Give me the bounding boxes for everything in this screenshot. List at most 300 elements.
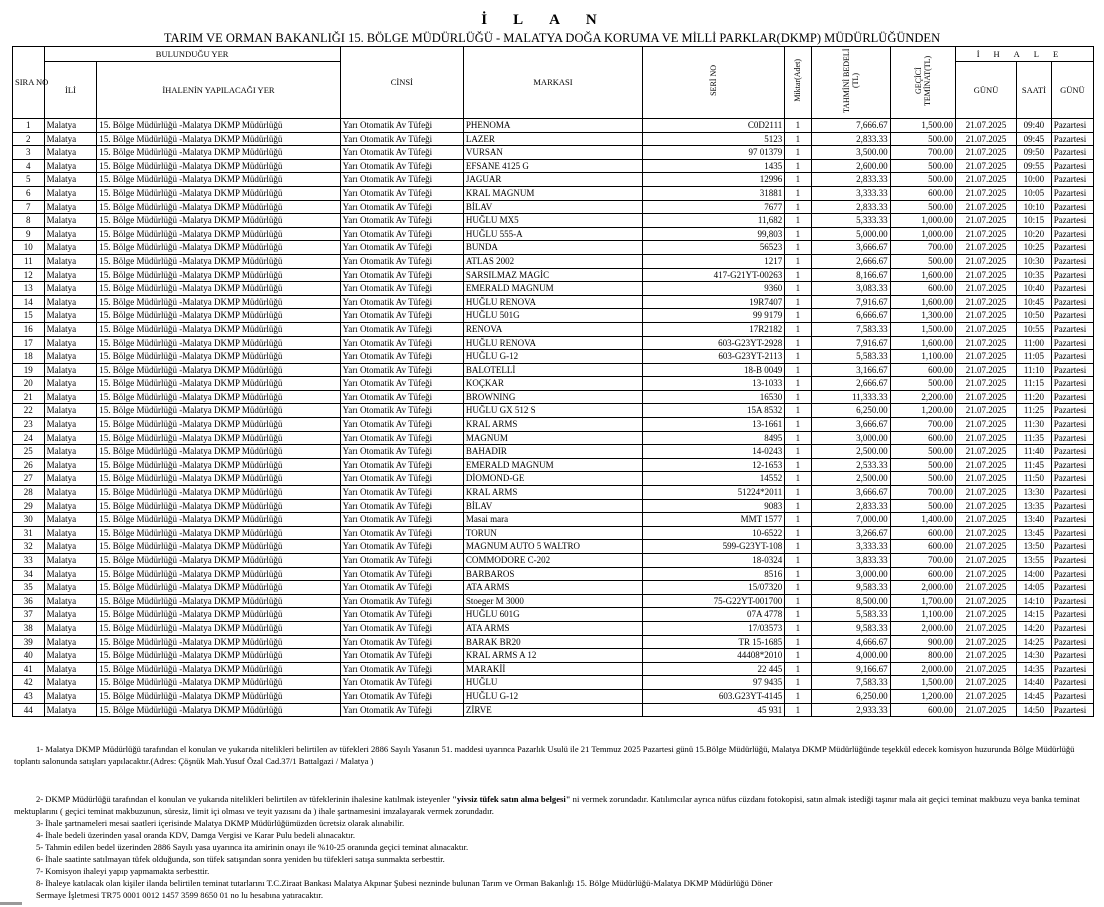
cell-tarih: 21.07.2025: [955, 173, 1016, 187]
cell-teminat: 600.00: [890, 363, 955, 377]
cell-yer: 15. Bölge Müdürlüğü -Malatya DKMP Müdürlüğü: [97, 676, 340, 690]
cell-saat: 09:45: [1017, 132, 1052, 146]
cell-seri: 603-G23YT-2928: [643, 336, 785, 350]
cell-gun: Pazartesi: [1051, 132, 1093, 146]
cell-bedel: 2,833.33: [811, 173, 890, 187]
cell-saat: 11:20: [1017, 390, 1052, 404]
cell-yer: 15. Bölge Müdürlüğü -Malatya DKMP Müdürlüğü: [97, 418, 340, 432]
cell-miktar: 1: [785, 445, 811, 459]
cell-gun: Pazartesi: [1051, 241, 1093, 255]
cell-marka: MAGNUM: [463, 431, 642, 445]
cell-gun: Pazartesi: [1051, 119, 1093, 133]
col-gecici-teminat-label: GEÇİCİ TEMİNAT(TL): [913, 55, 932, 106]
cell-marka: EMERALD MAGNUM: [463, 282, 642, 296]
cell-il: Malatya: [44, 445, 97, 459]
note-1: 1- Malatya DKMP Müdürlüğü tarafından el konulan ve yukarıda nitelikleri belirtilen av tüfekleri 2886 Sayılı Yasanın 51. maddesi uyarınca Pazarlık Usulü ile 21 Temmuz 2025 Pazartesi günü 15.Bölge Müdürlüğü, Malatya DKMP Müdürlüğünde teşekkül edecek komisyon huzurunda Bölge Müdürlüğü toplantı salonunda satışları yapılacaktır.(Adres: Çöşnük Mah.Yusuf Özal Cad.37/1 Battalgazi / Malatya ): [14, 744, 1075, 766]
cell-il: Malatya: [44, 499, 97, 513]
cell-seri: 22 445: [643, 662, 785, 676]
col-cinsi: CİNSİ: [340, 47, 463, 119]
cell-teminat: 1,100.00: [890, 350, 955, 364]
cell-cinsi: Yarı Otomatik Av Tüfeği: [340, 254, 463, 268]
table-row: [13, 554, 1094, 568]
cell-gun: Pazartesi: [1051, 472, 1093, 486]
cell-yer: 15. Bölge Müdürlüğü -Malatya DKMP Müdürlüğü: [97, 282, 340, 296]
cell-il: Malatya: [44, 227, 97, 241]
table-row: [13, 676, 1094, 690]
cell-il: Malatya: [44, 621, 97, 635]
cell-bedel: 8,166.67: [811, 268, 890, 282]
cell-teminat: 1,600.00: [890, 268, 955, 282]
col-gunu: GÜNÜ: [955, 62, 1016, 119]
cell-tarih: 21.07.2025: [955, 445, 1016, 459]
cell-saat: 14:40: [1017, 676, 1052, 690]
cell-yer: 15. Bölge Müdürlüğü -Malatya DKMP Müdürlüğü: [97, 581, 340, 595]
cell-miktar: 1: [785, 621, 811, 635]
cell-yer: 15. Bölge Müdürlüğü -Malatya DKMP Müdürlüğü: [97, 254, 340, 268]
cell-gun: Pazartesi: [1051, 186, 1093, 200]
cell-miktar: 1: [785, 377, 811, 391]
cell-gun: Pazartesi: [1051, 635, 1093, 649]
cell-gun: Pazartesi: [1051, 146, 1093, 160]
cell-miktar: 1: [785, 200, 811, 214]
cell-il: Malatya: [44, 119, 97, 133]
cell-tarih: 21.07.2025: [955, 404, 1016, 418]
cell-sira: 39: [13, 635, 45, 649]
cell-cinsi: Yarı Otomatik Av Tüfeği: [340, 540, 463, 554]
cell-tarih: 21.07.2025: [955, 486, 1016, 500]
cell-miktar: 1: [785, 567, 811, 581]
cell-seri: 13-1661: [643, 418, 785, 432]
cell-gun: Pazartesi: [1051, 336, 1093, 350]
cell-il: Malatya: [44, 390, 97, 404]
cell-il: Malatya: [44, 350, 97, 364]
cell-saat: 14:25: [1017, 635, 1052, 649]
cell-yer: 15. Bölge Müdürlüğü -Malatya DKMP Müdürlüğü: [97, 486, 340, 500]
table-row: [13, 499, 1094, 513]
cell-seri: 417-G21YT-00263: [643, 268, 785, 282]
cell-yer: 15. Bölge Müdürlüğü -Malatya DKMP Müdürlüğü: [97, 554, 340, 568]
cell-miktar: 1: [785, 241, 811, 255]
cell-cinsi: Yarı Otomatik Av Tüfeği: [340, 404, 463, 418]
cell-gun: Pazartesi: [1051, 662, 1093, 676]
cell-il: Malatya: [44, 567, 97, 581]
cell-gun: Pazartesi: [1051, 159, 1093, 173]
cell-tarih: 21.07.2025: [955, 594, 1016, 608]
cell-yer: 15. Bölge Müdürlüğü -Malatya DKMP Müdürlüğü: [97, 431, 340, 445]
cell-il: Malatya: [44, 404, 97, 418]
cell-sira: 21: [13, 390, 45, 404]
table-row: [13, 608, 1094, 622]
cell-seri: 17R2182: [643, 322, 785, 336]
cell-bedel: 3,166.67: [811, 363, 890, 377]
cell-miktar: 1: [785, 513, 811, 527]
cell-tarih: 21.07.2025: [955, 350, 1016, 364]
cell-yer: 15. Bölge Müdürlüğü -Malatya DKMP Müdürlüğü: [97, 227, 340, 241]
cell-miktar: 1: [785, 350, 811, 364]
cell-teminat: 1,600.00: [890, 336, 955, 350]
cell-miktar: 1: [785, 404, 811, 418]
cell-cinsi: Yarı Otomatik Av Tüfeği: [340, 350, 463, 364]
cell-gun: Pazartesi: [1051, 486, 1093, 500]
cell-cinsi: Yarı Otomatik Av Tüfeği: [340, 418, 463, 432]
cell-bedel: 3,000.00: [811, 567, 890, 581]
cell-il: Malatya: [44, 146, 97, 160]
table-row: [13, 159, 1094, 173]
table-row: [13, 404, 1094, 418]
cell-tarih: 21.07.2025: [955, 336, 1016, 350]
cell-tarih: 21.07.2025: [955, 649, 1016, 663]
cell-cinsi: Yarı Otomatik Av Tüfeği: [340, 336, 463, 350]
cell-seri: 599-G23YT-108: [643, 540, 785, 554]
cell-bedel: 3,333.33: [811, 540, 890, 554]
cell-tarih: 21.07.2025: [955, 322, 1016, 336]
cell-gun: Pazartesi: [1051, 227, 1093, 241]
cell-marka: TORUN: [463, 526, 642, 540]
cell-teminat: 2,000.00: [890, 581, 955, 595]
cell-bedel: 7,583.33: [811, 322, 890, 336]
cell-marka: MARAKİİ: [463, 662, 642, 676]
cell-gun: Pazartesi: [1051, 214, 1093, 228]
cell-sira: 44: [13, 703, 45, 717]
cell-bedel: 7,583.33: [811, 676, 890, 690]
cell-teminat: 1,100.00: [890, 608, 955, 622]
cell-saat: 11:30: [1017, 418, 1052, 432]
cell-sira: 12: [13, 268, 45, 282]
cell-sira: 25: [13, 445, 45, 459]
cell-miktar: 1: [785, 703, 811, 717]
cell-cinsi: Yarı Otomatik Av Tüfeği: [340, 186, 463, 200]
cell-il: Malatya: [44, 214, 97, 228]
cell-il: Malatya: [44, 418, 97, 432]
table-row: [13, 336, 1094, 350]
table-row: [13, 581, 1094, 595]
cell-sira: 1: [13, 119, 45, 133]
col-seri-no-label: SERİ NO: [709, 65, 719, 97]
cell-saat: 14:45: [1017, 689, 1052, 703]
cell-marka: HUĞLU 501G: [463, 309, 642, 323]
cell-cinsi: Yarı Otomatik Av Tüfeği: [340, 458, 463, 472]
cell-saat: 10:00: [1017, 173, 1052, 187]
cell-cinsi: Yarı Otomatik Av Tüfeği: [340, 377, 463, 391]
cell-seri: MMT 1577: [643, 513, 785, 527]
cell-seri: 10-6522: [643, 526, 785, 540]
cell-miktar: 1: [785, 268, 811, 282]
cell-il: Malatya: [44, 241, 97, 255]
cell-teminat: 500.00: [890, 458, 955, 472]
cell-cinsi: Yarı Otomatik Av Tüfeği: [340, 486, 463, 500]
col-ihale-yeri: İHALENİN YAPILACAĞI YER: [97, 62, 340, 119]
table-row: [13, 363, 1094, 377]
cell-marka: ATA ARMS: [463, 581, 642, 595]
cell-teminat: 2,000.00: [890, 621, 955, 635]
cell-tarih: 21.07.2025: [955, 418, 1016, 432]
cell-miktar: 1: [785, 486, 811, 500]
cell-miktar: 1: [785, 458, 811, 472]
cell-marka: SARSILMAZ MAGİC: [463, 268, 642, 282]
col-miktar-label: Miktar(Adet): [793, 59, 803, 103]
cell-il: Malatya: [44, 486, 97, 500]
table-row: [13, 635, 1094, 649]
cell-cinsi: Yarı Otomatik Av Tüfeği: [340, 635, 463, 649]
cell-sira: 9: [13, 227, 45, 241]
cell-seri: 99 9179: [643, 309, 785, 323]
cell-seri: 19R7407: [643, 295, 785, 309]
table-row: [13, 458, 1094, 472]
cell-sira: 37: [13, 608, 45, 622]
cell-yer: 15. Bölge Müdürlüğü -Malatya DKMP Müdürlüğü: [97, 309, 340, 323]
cell-miktar: 1: [785, 499, 811, 513]
cell-gun: Pazartesi: [1051, 608, 1093, 622]
cell-teminat: 1,000.00: [890, 227, 955, 241]
cell-bedel: 2,933.33: [811, 703, 890, 717]
cell-sira: 22: [13, 404, 45, 418]
cell-bedel: 7,666.67: [811, 119, 890, 133]
cell-gun: Pazartesi: [1051, 418, 1093, 432]
cell-il: Malatya: [44, 363, 97, 377]
cell-saat: 11:45: [1017, 458, 1052, 472]
cell-miktar: 1: [785, 472, 811, 486]
cell-gun: Pazartesi: [1051, 322, 1093, 336]
cell-gun: Pazartesi: [1051, 390, 1093, 404]
cell-saat: 14:15: [1017, 608, 1052, 622]
table-row: [13, 186, 1094, 200]
col-miktar: [785, 47, 811, 119]
cell-yer: 15. Bölge Müdürlüğü -Malatya DKMP Müdürlüğü: [97, 703, 340, 717]
cell-bedel: 3,083.33: [811, 282, 890, 296]
cell-miktar: 1: [785, 254, 811, 268]
cell-miktar: 1: [785, 554, 811, 568]
table-row: [13, 241, 1094, 255]
cell-teminat: 1,500.00: [890, 676, 955, 690]
cell-il: Malatya: [44, 526, 97, 540]
cell-il: Malatya: [44, 309, 97, 323]
cell-il: Malatya: [44, 689, 97, 703]
cell-sira: 30: [13, 513, 45, 527]
cell-yer: 15. Bölge Müdürlüğü -Malatya DKMP Müdürlüğü: [97, 662, 340, 676]
note-8: 8- İhaleye katılacak olan kişiler ilanda belirtilen teminat tutarlarını T.C.Ziraat Bankası Malatya Akpınar Şubesi nezninde bulunan Tarım ve Orman Bakanlığı 15. Bölge Müdürlüğü-Malatya DKMP Müdürlüğü Döner: [36, 878, 773, 888]
cell-yer: 15. Bölge Müdürlüğü -Malatya DKMP Müdürlüğü: [97, 513, 340, 527]
cell-miktar: 1: [785, 119, 811, 133]
cell-marka: HUĞLU RENOVA: [463, 336, 642, 350]
cell-cinsi: Yarı Otomatik Av Tüfeği: [340, 268, 463, 282]
cell-seri: 5123: [643, 132, 785, 146]
cell-saat: 13:55: [1017, 554, 1052, 568]
cell-sira: 5: [13, 173, 45, 187]
cell-gun: Pazartesi: [1051, 594, 1093, 608]
table-row: [13, 214, 1094, 228]
cell-yer: 15. Bölge Müdürlüğü -Malatya DKMP Müdürlüğü: [97, 689, 340, 703]
cell-saat: 09:55: [1017, 159, 1052, 173]
cell-marka: KRAL MAGNUM: [463, 186, 642, 200]
cell-saat: 11:10: [1017, 363, 1052, 377]
cell-teminat: 500.00: [890, 173, 955, 187]
cell-yer: 15. Bölge Müdürlüğü -Malatya DKMP Müdürlüğü: [97, 350, 340, 364]
cell-bedel: 2,666.67: [811, 254, 890, 268]
cell-saat: 11:40: [1017, 445, 1052, 459]
cell-marka: BAHADIR: [463, 445, 642, 459]
col-tahmini-bedel: [811, 47, 890, 119]
cell-tarih: 21.07.2025: [955, 119, 1016, 133]
table-row: [13, 377, 1094, 391]
cell-bedel: 9,166.67: [811, 662, 890, 676]
cell-il: Malatya: [44, 649, 97, 663]
cell-marka: KRAL ARMS A 12: [463, 649, 642, 663]
cell-tarih: 21.07.2025: [955, 621, 1016, 635]
cell-seri: C0D2111: [643, 119, 785, 133]
cell-bedel: 2,600.00: [811, 159, 890, 173]
cell-bedel: 6,250.00: [811, 689, 890, 703]
cell-seri: 9083: [643, 499, 785, 513]
table-row: [13, 119, 1094, 133]
cell-gun: Pazartesi: [1051, 445, 1093, 459]
cell-sira: 8: [13, 214, 45, 228]
cell-seri: 11,682: [643, 214, 785, 228]
cell-tarih: 21.07.2025: [955, 390, 1016, 404]
table-row: [13, 621, 1094, 635]
cell-saat: 14:35: [1017, 662, 1052, 676]
cell-tarih: 21.07.2025: [955, 676, 1016, 690]
cell-cinsi: Yarı Otomatik Av Tüfeği: [340, 513, 463, 527]
cell-cinsi: Yarı Otomatik Av Tüfeği: [340, 282, 463, 296]
table-row: [13, 295, 1094, 309]
cell-saat: 10:45: [1017, 295, 1052, 309]
cell-yer: 15. Bölge Müdürlüğü -Malatya DKMP Müdürlüğü: [97, 241, 340, 255]
table-row: [13, 173, 1094, 187]
cell-gun: Pazartesi: [1051, 363, 1093, 377]
cell-tarih: 21.07.2025: [955, 363, 1016, 377]
cell-teminat: 600.00: [890, 567, 955, 581]
cell-sira: 7: [13, 200, 45, 214]
cell-sira: 16: [13, 322, 45, 336]
cell-sira: 43: [13, 689, 45, 703]
cell-saat: 11:15: [1017, 377, 1052, 391]
cell-teminat: 500.00: [890, 159, 955, 173]
cell-seri: 07A 4778: [643, 608, 785, 622]
cell-teminat: 2,000.00: [890, 662, 955, 676]
cell-marka: BİLAV: [463, 200, 642, 214]
cell-il: Malatya: [44, 540, 97, 554]
col-group-ihale: İHALE: [955, 47, 1093, 62]
cell-il: Malatya: [44, 322, 97, 336]
cell-miktar: 1: [785, 282, 811, 296]
cell-marka: KRAL ARMS: [463, 418, 642, 432]
cell-sira: 40: [13, 649, 45, 663]
cell-sira: 24: [13, 431, 45, 445]
cell-cinsi: Yarı Otomatik Av Tüfeği: [340, 146, 463, 160]
cell-sira: 33: [13, 554, 45, 568]
cell-tarih: 21.07.2025: [955, 431, 1016, 445]
cell-cinsi: Yarı Otomatik Av Tüfeği: [340, 554, 463, 568]
note-6: 6- İhale saatinte satılmayan tüfek olduğunda, son tüfek satışından sonra yeniden bu tüfekleri satışa sunmakta serbesttir.: [36, 854, 445, 864]
cell-cinsi: Yarı Otomatik Av Tüfeği: [340, 363, 463, 377]
cell-tarih: 21.07.2025: [955, 254, 1016, 268]
cell-marka: BARAK BR20: [463, 635, 642, 649]
cell-teminat: 500.00: [890, 445, 955, 459]
cell-gun: Pazartesi: [1051, 581, 1093, 595]
cell-seri: 1435: [643, 159, 785, 173]
table-row: [13, 431, 1094, 445]
cell-seri: 75-G22YT-001700: [643, 594, 785, 608]
cell-teminat: 900.00: [890, 635, 955, 649]
table-row: [13, 526, 1094, 540]
cell-marka: ATLAS 2002: [463, 254, 642, 268]
col-gun-adi: GÜNÜ: [1051, 62, 1093, 119]
cell-bedel: 5,333.33: [811, 214, 890, 228]
cell-sira: 36: [13, 594, 45, 608]
cell-miktar: 1: [785, 540, 811, 554]
cell-teminat: 700.00: [890, 486, 955, 500]
cell-saat: 11:35: [1017, 431, 1052, 445]
cell-marka: Stoeger M 3000: [463, 594, 642, 608]
cell-sira: 35: [13, 581, 45, 595]
cell-tarih: 21.07.2025: [955, 526, 1016, 540]
cell-gun: Pazartesi: [1051, 431, 1093, 445]
cell-miktar: 1: [785, 295, 811, 309]
cell-miktar: 1: [785, 173, 811, 187]
cell-miktar: 1: [785, 159, 811, 173]
cell-marka: HUĞLU MX5: [463, 214, 642, 228]
cell-cinsi: Yarı Otomatik Av Tüfeği: [340, 621, 463, 635]
cell-tarih: 21.07.2025: [955, 458, 1016, 472]
cell-gun: Pazartesi: [1051, 526, 1093, 540]
cell-il: Malatya: [44, 254, 97, 268]
cell-saat: 10:15: [1017, 214, 1052, 228]
cell-yer: 15. Bölge Müdürlüğü -Malatya DKMP Müdürlüğü: [97, 404, 340, 418]
cell-il: Malatya: [44, 703, 97, 717]
col-sira: SIRA NO: [13, 47, 45, 119]
cell-bedel: 7,000.00: [811, 513, 890, 527]
cell-tarih: 21.07.2025: [955, 608, 1016, 622]
cell-bedel: 9,583.33: [811, 621, 890, 635]
cell-marka: KRAL ARMS: [463, 486, 642, 500]
cell-gun: Pazartesi: [1051, 689, 1093, 703]
cell-sira: 6: [13, 186, 45, 200]
cell-marka: COMMODORE C-202: [463, 554, 642, 568]
cell-seri: 1217: [643, 254, 785, 268]
cell-cinsi: Yarı Otomatik Av Tüfeği: [340, 322, 463, 336]
cell-bedel: 8,500.00: [811, 594, 890, 608]
table-row: [13, 486, 1094, 500]
cell-gun: Pazartesi: [1051, 173, 1093, 187]
table-row: [13, 662, 1094, 676]
cell-gun: Pazartesi: [1051, 499, 1093, 513]
cell-seri: 13-1033: [643, 377, 785, 391]
cell-tarih: 21.07.2025: [955, 146, 1016, 160]
cell-yer: 15. Bölge Müdürlüğü -Malatya DKMP Müdürlüğü: [97, 445, 340, 459]
cell-seri: 18-0324: [643, 554, 785, 568]
document-title: TARIM VE ORMAN BAKANLIĞI 15. BÖLGE MÜDÜRLÜĞÜ - MALATYA DOĞA KORUMA VE MİLLİ PARKLAR(DKMP) MÜDÜRLÜĞÜNDEN: [163, 31, 941, 45]
cell-marka: ZİRVE: [463, 703, 642, 717]
cell-teminat: 600.00: [890, 540, 955, 554]
cell-yer: 15. Bölge Müdürlüğü -Malatya DKMP Müdürlüğü: [97, 336, 340, 350]
cell-teminat: 1,500.00: [890, 322, 955, 336]
cell-miktar: 1: [785, 649, 811, 663]
col-markasi: MARKASI: [463, 47, 642, 119]
cell-tarih: 21.07.2025: [955, 472, 1016, 486]
cell-cinsi: Yarı Otomatik Av Tüfeği: [340, 241, 463, 255]
cell-tarih: 21.07.2025: [955, 309, 1016, 323]
cell-sira: 20: [13, 377, 45, 391]
cell-seri: 14-0243: [643, 445, 785, 459]
cell-teminat: 1,400.00: [890, 513, 955, 527]
table-row: [13, 254, 1094, 268]
cell-miktar: 1: [785, 431, 811, 445]
cell-tarih: 21.07.2025: [955, 703, 1016, 717]
cell-il: Malatya: [44, 635, 97, 649]
cell-marka: BALOTELLİ: [463, 363, 642, 377]
cell-il: Malatya: [44, 581, 97, 595]
cell-yer: 15. Bölge Müdürlüğü -Malatya DKMP Müdürlüğü: [97, 268, 340, 282]
